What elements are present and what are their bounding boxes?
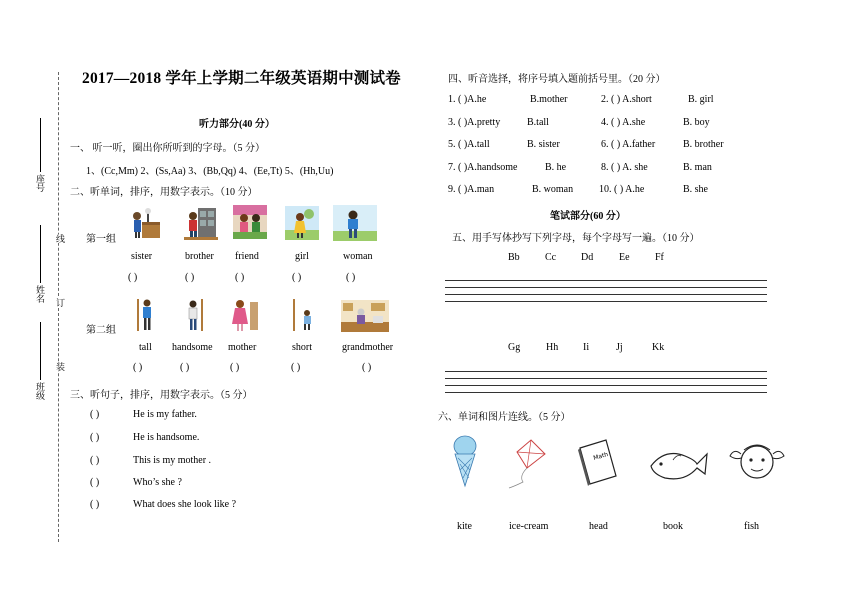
g1-word-3: friend bbox=[235, 251, 259, 262]
g2-word-4: short bbox=[292, 342, 312, 353]
g2-word-1: tall bbox=[139, 342, 152, 353]
q4-heading: 四、听音选择，将序号填入题前括号里。（20 分） bbox=[448, 74, 666, 85]
g1-answer-4[interactable]: ( ) bbox=[292, 272, 302, 283]
short-picture bbox=[290, 298, 318, 335]
q3-sentence-3: This is my mother . bbox=[133, 455, 212, 466]
q5-letter-1: Bb bbox=[508, 252, 520, 263]
tall-picture bbox=[134, 298, 158, 335]
book-cover-text: Math bbox=[592, 451, 609, 462]
seat-number-blank[interactable] bbox=[40, 118, 41, 172]
listening-section-header: 听力部分(40 分） bbox=[199, 119, 275, 130]
q4-row5-d: B. she bbox=[683, 184, 708, 195]
q4-row2-d: B. boy bbox=[683, 117, 710, 128]
q3-heading: 三、听句子，排序，用数字表示。（5 分） bbox=[70, 390, 253, 401]
q4-row1-a[interactable]: 1. ( )A.he bbox=[448, 94, 487, 105]
q6-word-4[interactable]: book bbox=[663, 521, 683, 532]
q5-letter-2: Cc bbox=[545, 252, 557, 263]
ice-cream-picture bbox=[450, 434, 480, 493]
q5-letter-9: Jj bbox=[616, 342, 623, 353]
q2-heading: 二、听单词，排序，用数字表示。（10 分） bbox=[70, 187, 258, 198]
q3-sentence-2: He is handsome. bbox=[133, 432, 200, 443]
g2-word-5: grandmother bbox=[342, 342, 394, 353]
g2-answer-3[interactable]: ( ) bbox=[230, 362, 240, 373]
g1-answer-2[interactable]: ( ) bbox=[185, 272, 195, 283]
seat-number-label: 座号 bbox=[35, 174, 45, 192]
q5-letter-10: Kk bbox=[652, 342, 665, 353]
q3-sentence-4: Who’s she ? bbox=[133, 477, 182, 488]
writing-section-header: 笔试部分(60 分） bbox=[550, 211, 626, 222]
q1-items: 1、(Cc,Mm) 2、(Ss,Aa) 3、(Bb,Qq) 4、(Ee,Tt) 5、(Hh,Uu) bbox=[86, 166, 334, 177]
handsome-picture bbox=[183, 298, 207, 335]
q3-sentence-5: What does she look like ? bbox=[133, 499, 237, 510]
girl-picture bbox=[285, 206, 319, 243]
book-picture bbox=[576, 438, 620, 491]
g2-word-3: mother bbox=[228, 342, 257, 353]
kite-picture bbox=[505, 438, 547, 493]
q4-row3-b: B. sister bbox=[527, 139, 560, 150]
q6-word-5[interactable]: fish bbox=[744, 521, 759, 532]
q3-sentence-1: He is my father. bbox=[133, 409, 197, 420]
name-blank[interactable] bbox=[40, 225, 41, 283]
brother-picture bbox=[184, 206, 218, 243]
q4-row1-b: B.mother bbox=[530, 94, 568, 105]
seal-char-line: 线 bbox=[55, 234, 65, 243]
g2-answer-1[interactable]: ( ) bbox=[133, 362, 143, 373]
friend-picture bbox=[233, 205, 267, 242]
q4-row1-d: B. girl bbox=[688, 94, 714, 105]
grandmother-picture bbox=[341, 300, 389, 335]
q4-row4-d: B. man bbox=[683, 162, 712, 173]
q5-letter-4: Ee bbox=[619, 252, 630, 263]
q5-letter-6: Gg bbox=[508, 342, 521, 353]
q4-row3-a[interactable]: 5. ( )A.tall bbox=[448, 139, 490, 150]
q3-answer-3[interactable]: ( ) bbox=[90, 455, 100, 466]
q4-row5-a[interactable]: 9. ( )A.man bbox=[448, 184, 495, 195]
q4-row2-c[interactable]: 4. ( ) A.she bbox=[601, 117, 646, 128]
g1-word-2: brother bbox=[185, 251, 214, 262]
g1-word-1: sister bbox=[131, 251, 153, 262]
head-picture bbox=[726, 434, 788, 491]
q3-answer-2[interactable]: ( ) bbox=[90, 432, 100, 443]
g2-answer-4[interactable]: ( ) bbox=[291, 362, 301, 373]
group1-label: 第一组 bbox=[86, 234, 116, 245]
g2-answer-2[interactable]: ( ) bbox=[180, 362, 190, 373]
q4-row2-a[interactable]: 3. ( )A.pretty bbox=[448, 117, 501, 128]
g1-answer-3[interactable]: ( ) bbox=[235, 272, 245, 283]
g1-answer-5[interactable]: ( ) bbox=[346, 272, 356, 283]
exam-title: 2017—2018 学年上学期二年级英语期中测试卷 bbox=[82, 70, 401, 87]
g1-answer-1[interactable]: ( ) bbox=[128, 272, 138, 283]
q6-heading: 六、单词和图片连线。（5 分） bbox=[438, 412, 571, 423]
q5-heading: 五、用手写体抄写下列字母，每个字母写一遍。（10 分） bbox=[452, 233, 700, 244]
q3-answer-4[interactable]: ( ) bbox=[90, 477, 100, 488]
g1-word-5: woman bbox=[343, 251, 373, 262]
name-label: 姓名 bbox=[35, 285, 45, 303]
seal-char-bind: 订 bbox=[55, 298, 65, 307]
q3-answer-1[interactable]: ( ) bbox=[90, 409, 100, 420]
woman-picture bbox=[333, 205, 377, 244]
q5-letter-7: Hh bbox=[546, 342, 559, 353]
q4-row3-d: B. brother bbox=[683, 139, 724, 150]
q4-row4-c[interactable]: 8. ( ) A. she bbox=[601, 162, 648, 173]
g2-word-2: handsome bbox=[172, 342, 213, 353]
q6-word-1[interactable]: kite bbox=[457, 521, 472, 532]
q4-row1-c[interactable]: 2. ( ) A.short bbox=[601, 94, 652, 105]
fish-picture bbox=[645, 440, 709, 491]
group2-label: 第二组 bbox=[86, 325, 116, 336]
seal-char-mount: 装 bbox=[55, 362, 65, 371]
q4-row4-b: B. he bbox=[545, 162, 567, 173]
q4-row4-a[interactable]: 7. ( )A.handsome bbox=[448, 162, 518, 173]
class-label: 班级 bbox=[35, 382, 45, 400]
g1-word-4: girl bbox=[295, 251, 309, 262]
q5-letter-5: Ff bbox=[655, 252, 664, 263]
mother-picture bbox=[230, 298, 260, 335]
q5-letter-3: Dd bbox=[581, 252, 594, 263]
q5-letter-8: Ii bbox=[583, 342, 590, 353]
q4-row2-b: B.tall bbox=[527, 117, 549, 128]
q6-word-2[interactable]: ice-cream bbox=[509, 521, 549, 532]
class-blank[interactable] bbox=[40, 322, 41, 380]
g2-answer-5[interactable]: ( ) bbox=[362, 362, 372, 373]
sister-picture bbox=[128, 206, 162, 243]
binding-dashed-line bbox=[58, 72, 59, 542]
q6-word-3[interactable]: head bbox=[589, 521, 608, 532]
q4-row5-c[interactable]: 10. ( ) A.he bbox=[599, 184, 645, 195]
q3-answer-5[interactable]: ( ) bbox=[90, 499, 100, 510]
q4-row5-b: B. woman bbox=[532, 184, 574, 195]
q1-heading: 一、 听一听，圈出你所听到的字母。（5 分） bbox=[70, 143, 265, 154]
q4-row3-c[interactable]: 6. ( ) A.father bbox=[601, 139, 656, 150]
